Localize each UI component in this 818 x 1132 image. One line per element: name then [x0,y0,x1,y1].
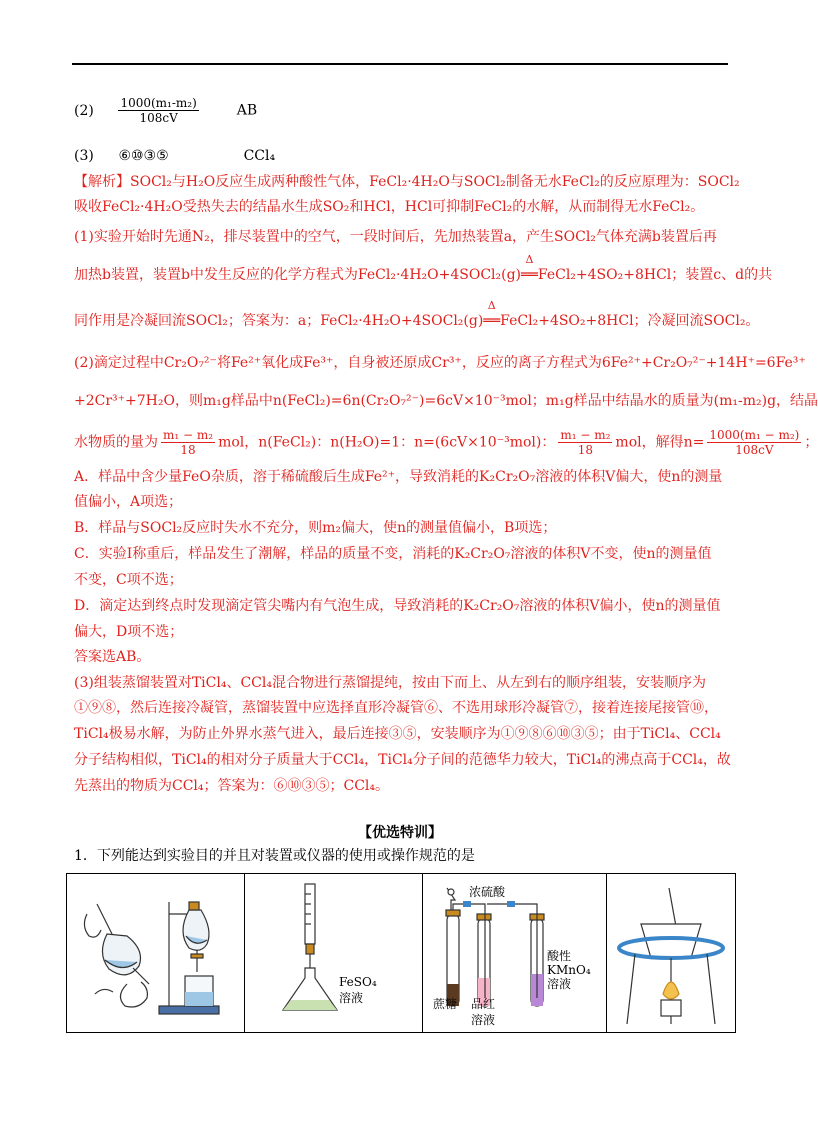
analysis-line: 同作用是冷凝回流SOCl₂；答案为：a；FeCl₂·4H₂O+4SOCl₂(g) Δ ══FeCl₂+4SO₂+8HCl；冷凝回流SOCl₂。 [74,299,760,329]
analysis-line: (2)滴定过程中Cr₂O₇²⁻将Fe²⁺氧化成Fe³⁺，自身被还原成Cr³⁺，反应的离子方程式为6Fe²⁺+Cr₂O₇²⁻+14H⁺=6Fe³⁺ [74,355,806,371]
apparatus-figure-table [66,873,736,1033]
answer-2-choice: AB [236,102,258,119]
analysis-line: +2Cr³⁺+7H₂O，则m₁g样品中n(FeCl₂)=6n(Cr₂O₇²⁻)=6cV×10⁻³mol；m₁g样品中结晶水的质量为(m₁-m₂)g，结晶 [74,393,818,409]
figure-a-separatory-funnel [67,874,245,1032]
analysis-line: 吸收FeCl₂·4H₂O受热失去的结晶水生成SO₂和HCl，HCl可抑制FeCl₂的水解，从而制得无水FeCl₂。 [74,199,705,215]
header-rule [72,63,728,65]
answer-3-substance: CCl₄ [243,148,276,164]
option-b: B．样品与SOCl₂反应时失水不充分，则m₂偏大，使n的测量值偏小，B项选； [74,520,557,536]
answer-3-order: ⑥⑩③⑤ [118,148,169,164]
solution-label: 溶液 [339,991,364,1005]
option-d: 偏大，D项不选； [74,624,184,640]
option-c: C．实验I称重后，样品发生了潮解，样品的质量不变，消耗的K₂Cr₂O₇溶液的体积V不变，使n的测量值 [74,546,712,562]
magenta-solution-label: 溶液 [471,1013,496,1027]
analysis-part3: ①⑨⑧，然后连接冷凝管，蒸馏装置中应选择直形冷凝管⑥、不选用球形冷凝管⑦，接着连接尾接管⑩， [74,700,718,716]
analysis-line: (1)实验开始时先通N₂，排尽装置中的空气，一段时间后，先加热装置a，产生SOCl₂气体充满b装置后再 [74,229,717,245]
heating-condition: Δ ══ [521,253,538,283]
answer-3: (3) ⑥⑩③⑤ CCl₄ [74,148,276,164]
conc-sulfuric-acid-label: 浓硫酸 [469,885,506,899]
section-title: 【优选特训】 [358,825,442,841]
analysis-part3: 先蒸出的物质为CCl₄；答案为：⑥⑩③⑤；CCl₄。 [74,778,390,794]
acidic-label: 酸性 [547,949,572,963]
answer-2-fraction: $\frac{\text{1000(m₁-m₂)}}{108cV}$ [120,96,197,125]
titration-illustration [245,874,423,1034]
kmno4-label: KMnO₄ [547,963,591,977]
option-a: 值偏小，A项选； [74,494,183,510]
figure-b-titration [245,874,423,1032]
analysis-part3: TiCl₄极易水解，为防止外界水蒸气进入，最后连接③⑤，安装顺序为①⑨⑧⑥⑩③⑤；由于TiCl₄、CCl₄ [74,726,721,742]
figure-c-dehydration [423,874,607,1032]
separatory-funnel-illustration [67,874,245,1034]
analysis-line: 加热b装置，装置b中发生反应的化学方程式为FeCl₂·4H₂O+4SOCl₂(g) Δ ══FeCl₂+4SO₂+8HCl；装置c、d的共 [74,253,773,283]
feso4-label: FeSO₄ [339,975,377,989]
analysis-line: 【解析】SOCl₂与H₂O反应生成两种酸性气体，FeCl₂·4H₂O与SOCl₂制备无水FeCl₂的反应原理为：SOCl₂ [74,174,740,190]
analysis-part3: (3)组装蒸馏装置对TiCl₄、CCl₄混合物进行蒸馏提纯，按由下而上、从左到右的顺序组装，安装顺序为 [74,675,706,691]
answer-summary: 答案选AB。 [74,649,151,665]
analysis-formula-line: 水物质的量为 $\frac{\text{m₁ − m₂}}{18}$ mol，n(FeCl₂)：n(H₂O)=1：n=(6cV×10⁻³mol)： $\frac{\text{m₁ − m₂}}{18}$ mol，解得n= $\frac{\text{1000(m₁ − m₂)}}{108cV}$ ； [74,428,818,457]
option-c: 不变，C项不选； [74,572,183,588]
question-1: 1．下列能达到实验目的并且对装置或仪器的使用或操作规范的是 [74,848,475,864]
analysis-part3: 分子结构相似，TiCl₄的相对分子质量大于CCl₄，TiCl₄分子间的范德华力较大，TiCl₄的沸点高于CCl₄，故 [74,752,731,768]
sucrose-label: 蔗糖 [433,997,458,1011]
magenta-label: 品红 [471,997,496,1011]
crucible-heating-illustration [607,874,735,1034]
option-d: D．滴定达到终点时发现滴定管尖嘴内有气泡生成，导致消耗的K₂Cr₂O₇溶液的体积V偏小，使n的测量值 [74,598,721,614]
kmno4-solution-label: 溶液 [547,977,572,991]
answer-2: (2) $\frac{\text{1000(m₁-m₂)}}{108cV}$ AB [74,96,258,125]
heating-condition: Δ ══ [483,299,501,329]
option-a: A．样品中含少量FeO杂质，溶于稀硫酸后生成Fe²⁺，导致消耗的K₂Cr₂O₇溶液的体积V偏大，使n的测量 [74,469,723,485]
figure-d-crucible-heating [607,874,735,1032]
